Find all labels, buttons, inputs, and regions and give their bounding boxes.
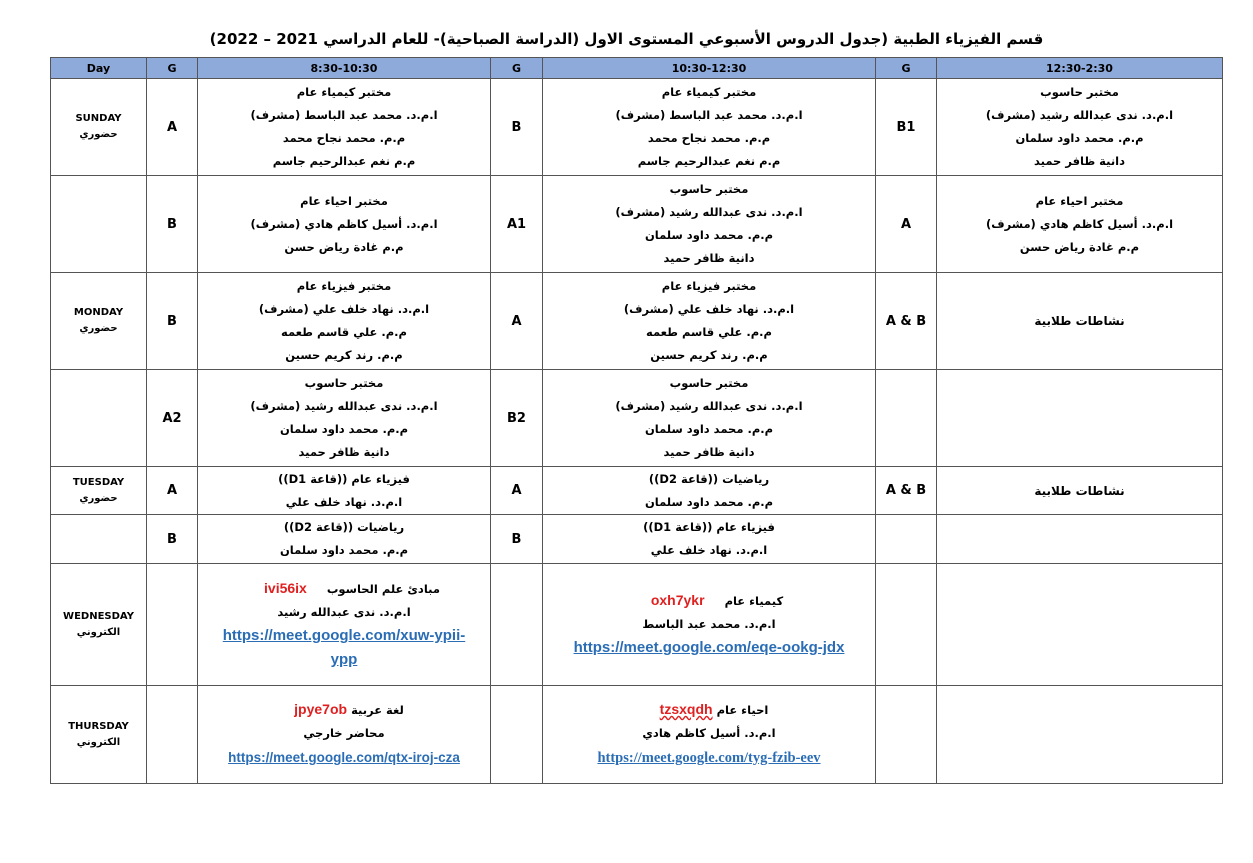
day-name: MONDAY — [73, 307, 124, 318]
class-code: tzsxqdh — [659, 701, 713, 717]
teacher: م.م نغم عبدالرحيم جاسم — [272, 154, 416, 168]
teacher: م.م. علي قاسم طعمه — [281, 325, 407, 339]
header-g: G — [491, 58, 543, 79]
group-cell: A & B — [876, 467, 937, 515]
table-row — [51, 176, 1223, 273]
table-row — [51, 273, 1223, 370]
header-day: Day — [51, 58, 147, 79]
class-cell — [543, 79, 876, 176]
subject: مختبر احياء عام — [1035, 193, 1124, 208]
meet-link[interactable]: https://meet.google.com/qtx-iroj-cza — [228, 750, 460, 765]
teacher: ا.م.د. ندى عبدالله رشيد (مشرف) — [615, 205, 803, 219]
online-class-cell — [198, 564, 491, 686]
class-cell — [198, 370, 491, 467]
teacher: م.م. محمد داود سلمان — [279, 543, 409, 557]
class-cell — [937, 176, 1223, 273]
teacher: ا.م.د. ندى عبدالله رشيد — [277, 605, 411, 619]
teacher: م.م. محمد نجاح محمد — [282, 131, 406, 145]
subject: فيزياء عام ((قاعة D1)) — [278, 471, 410, 486]
meet-link[interactable]: https://meet.google.com/tyg-fzib-eev — [597, 750, 821, 766]
day-cell-empty — [51, 176, 147, 273]
table-row — [51, 370, 1223, 467]
teacher: ا.م.د. نهاد خلف علي (مشرف) — [258, 302, 430, 316]
group-cell-empty — [491, 564, 543, 686]
teacher: ا.م.د. ندى عبدالله رشيد (مشرف) — [250, 399, 438, 413]
teacher: دانية ظافر حميد — [663, 445, 755, 459]
header-slot3: 12:30-2:30 — [937, 58, 1223, 79]
group-cell: B — [491, 79, 543, 176]
class-cell — [543, 370, 876, 467]
subject: فيزياء عام ((قاعة D1)) — [643, 520, 775, 534]
day-mode: الكتروني — [76, 736, 121, 748]
day-cell-wednesday — [51, 564, 147, 686]
teacher: م.م. رند كريم حسين — [285, 348, 403, 362]
subject: مختبر كيمياء عام — [296, 85, 392, 99]
group-cell-empty — [876, 370, 937, 467]
group-cell: A — [876, 176, 937, 273]
teacher: ا.م.د. نهاد خلف علي — [650, 543, 768, 557]
day-mode: حضوري — [79, 492, 118, 504]
group-cell: B1 — [876, 79, 937, 176]
class-code: ivi56ix — [264, 580, 307, 596]
day-mode: حضوري — [79, 129, 118, 140]
header-g: G — [147, 58, 198, 79]
online-class-cell — [543, 564, 876, 686]
group-cell: A — [491, 467, 543, 515]
group-cell: B — [147, 273, 198, 370]
meet-link-part[interactable]: ypp — [330, 651, 358, 668]
group-cell: B — [491, 515, 543, 564]
day-mode: الكتروني — [76, 626, 121, 638]
subject: مختبر احياء عام — [300, 193, 388, 208]
class-cell — [198, 467, 491, 515]
table-row — [51, 79, 1223, 176]
group-cell: A — [147, 79, 198, 176]
table-row — [51, 564, 1223, 686]
class-cell — [198, 79, 491, 176]
subject: كيمياء عام — [724, 594, 784, 608]
subject: مختبر حاسوب — [669, 376, 749, 390]
class-cell — [543, 273, 876, 370]
subject: مختبر كيمياء عام — [661, 85, 757, 99]
day-name: SUNDAY — [75, 113, 122, 124]
teacher: ا.م.د. محمد عبد الباسط — [642, 617, 776, 631]
teacher: ا.م.د. أسيل كاظم هادي (مشرف) — [985, 216, 1174, 231]
class-cell — [543, 467, 876, 515]
teacher: م.م. محمد نجاح محمد — [647, 131, 771, 145]
class-cell-empty — [937, 564, 1223, 686]
group-cell: A & B — [876, 273, 937, 370]
day-mode: حضوري — [79, 323, 118, 334]
subject: مختبر فيزياء عام — [296, 279, 392, 293]
teacher: م.م. محمد داود سلمان — [644, 228, 774, 242]
day-cell-monday — [51, 273, 147, 370]
teacher: م.م. رند كريم حسين — [650, 348, 768, 362]
subject: احياء عام — [716, 703, 769, 717]
meet-link[interactable] — [198, 624, 490, 672]
header-row — [51, 58, 1223, 79]
group-cell-empty — [876, 686, 937, 784]
day-cell-empty — [51, 370, 147, 467]
header-g: G — [876, 58, 937, 79]
meet-link-part[interactable]: https://meet.google.com/xuw-ypii- — [222, 627, 466, 644]
day-name: THURSDAY — [68, 720, 129, 732]
teacher: م.م. علي قاسم طعمه — [646, 325, 772, 339]
teacher: م.م نغم عبدالرحيم جاسم — [637, 154, 781, 168]
group-cell: A1 — [491, 176, 543, 273]
group-cell: B2 — [491, 370, 543, 467]
group-cell-empty — [147, 686, 198, 784]
class-cell-empty — [937, 686, 1223, 784]
subject: مختبر حاسوب — [669, 182, 749, 196]
teacher: م.م. محمد داود سلمان — [644, 494, 774, 509]
teacher: دانية ظافر حميد — [663, 251, 755, 265]
class-code: jpye7ob — [294, 701, 348, 717]
subject: مختبر حاسوب — [304, 376, 384, 390]
header-slot1: 8:30-10:30 — [198, 58, 491, 79]
teacher: م.م. محمد داود سلمان — [644, 422, 774, 436]
teacher: دانية ظافر حميد — [298, 445, 390, 459]
online-class-cell — [543, 686, 876, 784]
day-name: WEDNESDAY — [63, 610, 134, 622]
teacher: ا.م.د. نهاد خلف علي (مشرف) — [623, 302, 795, 316]
teacher: ا.م.د. محمد عبد الباسط (مشرف) — [250, 108, 438, 122]
header-slot2: 10:30-12:30 — [543, 58, 876, 79]
group-cell: A2 — [147, 370, 198, 467]
teacher: ا.م.د. أسيل كاظم هادي — [642, 726, 776, 740]
schedule-table — [50, 57, 1223, 784]
subject: مختبر حاسوب — [1040, 85, 1119, 99]
activities-cell: نشاطات طلابية — [937, 273, 1223, 370]
class-cell — [198, 515, 491, 564]
teacher: دانية ظافر حميد — [1033, 154, 1125, 168]
subject: رياضيات ((قاعة D2)) — [648, 471, 770, 486]
teacher: ا.م.د. أسيل كاظم هادي (مشرف) — [250, 216, 438, 231]
class-cell — [198, 273, 491, 370]
subject: رياضيات ((قاعة D2)) — [283, 520, 405, 534]
table-row — [51, 515, 1223, 564]
table-row — [51, 467, 1223, 515]
teacher: م.م. محمد داود سلمان — [1015, 131, 1144, 145]
teacher: ا.م.د. ندى عبدالله رشيد (مشرف) — [615, 399, 803, 413]
meet-link[interactable]: https://meet.google.com/eqe-ookg-jdx — [573, 639, 845, 656]
class-cell — [937, 79, 1223, 176]
group-cell: B — [147, 515, 198, 564]
teacher: ا.م.د. محمد عبد الباسط (مشرف) — [615, 108, 803, 122]
teacher: محاضر خارجي — [303, 726, 385, 740]
day-name: TUESDAY — [72, 476, 125, 488]
group-cell-empty — [876, 564, 937, 686]
class-cell-empty — [937, 370, 1223, 467]
teacher: ا.م.د. ندى عبدالله رشيد (مشرف) — [985, 108, 1174, 122]
class-cell — [543, 515, 876, 564]
class-cell — [543, 176, 876, 273]
class-code: oxh7ykr — [650, 592, 705, 608]
group-cell-empty — [491, 686, 543, 784]
table-row — [51, 686, 1223, 784]
page-title: قسم الفيزياء الطبية (جدول الدروس الأسبوعي المستوى الاول (الدراسة الصباحية)- للعام الدراسي 2021 – 2022) — [209, 30, 1044, 48]
class-cell — [198, 176, 491, 273]
day-cell-thursday — [51, 686, 147, 784]
teacher: م.م. محمد داود سلمان — [279, 422, 409, 436]
class-cell-empty — [937, 515, 1223, 564]
group-cell-empty — [147, 564, 198, 686]
subject: لغة عربية — [351, 703, 404, 717]
day-cell-tuesday — [51, 467, 147, 515]
teacher: م.م غادة رياض حسن — [284, 239, 404, 254]
group-cell: A — [491, 273, 543, 370]
group-cell: A — [147, 467, 198, 515]
teacher: م.م غادة رياض حسن — [1019, 239, 1140, 254]
day-cell-empty — [51, 515, 147, 564]
subject: مبادئ علم الحاسوب — [326, 582, 440, 596]
subject: مختبر فيزياء عام — [661, 279, 757, 293]
group-cell: B — [147, 176, 198, 273]
teacher: ا.م.د. نهاد خلف علي — [285, 494, 403, 509]
day-cell-sunday — [51, 79, 147, 176]
online-class-cell — [198, 686, 491, 784]
group-cell-empty — [876, 515, 937, 564]
activities-cell: نشاطات طلابية — [937, 467, 1223, 515]
